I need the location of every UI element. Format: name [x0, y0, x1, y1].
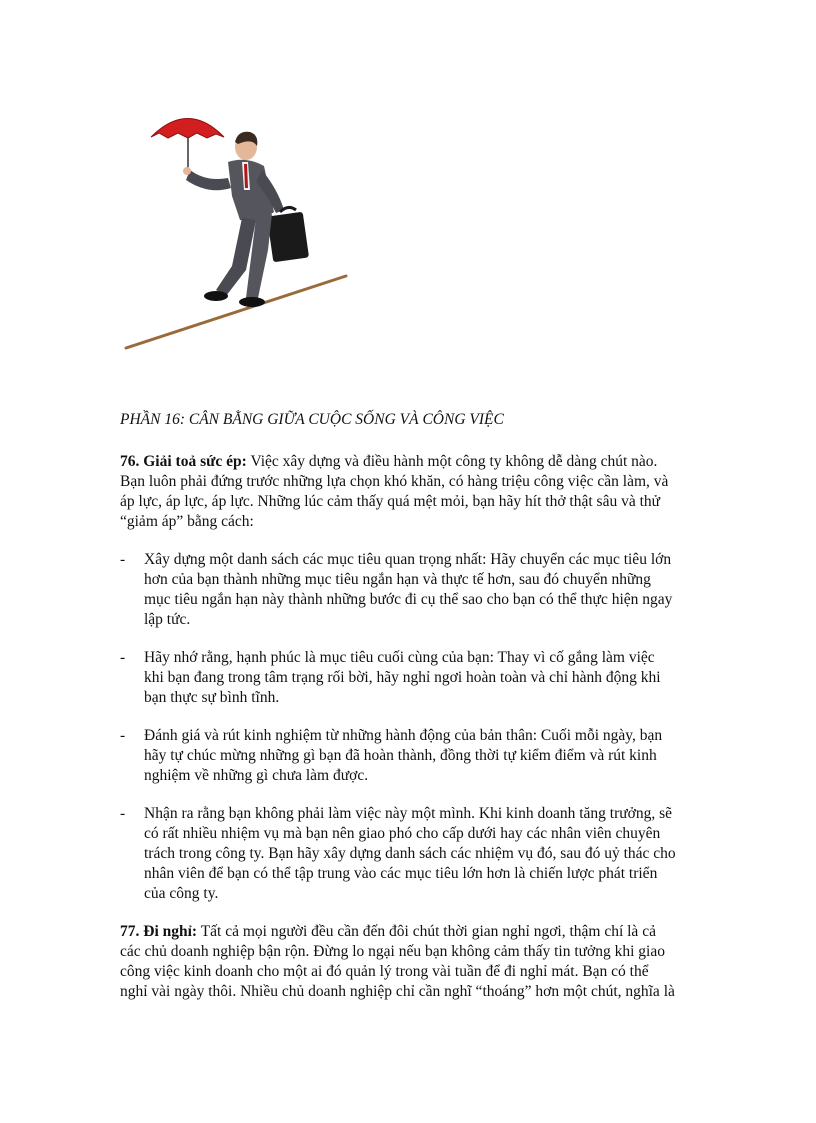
- bullet-line: Hãy nhớ rằng, hạnh phúc là mục tiêu cuối cùng của bạn: Thay vì cố gắng làm việc: [144, 649, 655, 666]
- item-76-line: Bạn luôn phải đứng trước những lựa chọn khó khăn, có hàng triệu công việc cần làm, và: [120, 473, 669, 490]
- bullet-item: [120, 648, 700, 708]
- bullet-line: lập tức.: [144, 611, 191, 628]
- bullet-line: có rất nhiều nhiệm vụ mà bạn nên giao phó cho cấp dưới hay các nhân viên chuyên: [144, 825, 661, 842]
- item-76-heading: 76. Giải toả sức ép:: [120, 453, 247, 470]
- section-title: PHẦN 16: CÂN BẰNG GIỮA CUỘC SỐNG VÀ CÔNG VIỆC: [120, 411, 504, 428]
- bullet-line: Nhận ra rằng bạn không phải làm việc này một mình. Khi kinh doanh tăng trưởng, sẽ: [144, 805, 672, 822]
- tightrope-businessman-illustration: [118, 100, 358, 382]
- bullet-text: [144, 804, 700, 904]
- item-77-heading: 77. Đi nghỉ:: [120, 923, 198, 940]
- bullet-line: nghiệm về những gì chưa làm được.: [144, 767, 369, 784]
- bullet-text: [144, 726, 700, 786]
- bullet-item: [120, 726, 700, 786]
- bullet-line: trách trong công ty. Bạn hãy xây dựng danh sách các nhiệm vụ đó, sau đó uỷ thác cho: [144, 845, 676, 862]
- item-76-line: Việc xây dựng và điều hành một công ty không dễ dàng chút nào.: [250, 453, 658, 470]
- bullet-item: [120, 804, 700, 904]
- bullet-line: bạn thực sự bình tĩnh.: [144, 689, 280, 706]
- bullet-dash: -: [120, 727, 126, 744]
- bullet-line: Đánh giá và rút kinh nghiệm từ những hành động của bản thân: Cuối mỗi ngày, bạn: [144, 727, 663, 744]
- item-77-line: nghỉ vài ngày thôi. Nhiều chủ doanh nghiệp chỉ cần nghĩ “thoáng” hơn một chút, nghĩa là: [120, 983, 675, 1000]
- item-77-line: công việc kinh doanh cho một ai đó quản lý trong vài tuần để đi nghỉ mát. Bạn có thể: [120, 963, 649, 980]
- item-76-line: “giảm áp” bằng cách:: [120, 513, 254, 530]
- bullet-line: của công ty.: [144, 885, 219, 902]
- item-77-line: Tất cả mọi người đều cần đến đôi chút thời gian nghỉ ngơi, thậm chí là cả: [200, 923, 656, 940]
- item-76-paragraph: [120, 452, 700, 532]
- bullet-line: nhân viên để bạn có thể tập trung vào các mục tiêu lớn hơn là chiến lược phát triển: [144, 865, 658, 882]
- bullet-line: khi bạn đang trong tâm trạng rối bời, hãy nghỉ ngơi hoàn toàn và chỉ hành động khi: [144, 669, 661, 686]
- bullet-text: [144, 550, 700, 630]
- item-77-paragraph: [120, 922, 700, 1002]
- bullet-dash: -: [120, 551, 126, 568]
- item-76-line: áp lực, áp lực, áp lực. Những lúc cảm thấy quá mệt mỏi, bạn hãy hít thở thật sâu và thử: [120, 493, 661, 510]
- bullet-dash: -: [120, 805, 126, 822]
- bullet-item: [120, 550, 700, 630]
- bullet-dash: -: [120, 649, 126, 666]
- bullet-line: hãy tự chúc mừng những gì bạn đã hoàn thành, đồng thời tự kiểm điểm và rút kinh: [144, 747, 657, 764]
- item-77-line: các chủ doanh nghiệp bận rộn. Đừng lo ngại nếu bạn không cảm thấy tin tưởng khi giao: [120, 943, 665, 960]
- bullet-line: mục tiêu ngắn hạn này thành những bước đi cụ thể sao cho bạn có thể thực hiện ngay: [144, 591, 673, 608]
- bullet-line: hơn của bạn thành những mục tiêu ngắn hạn và thực tế hơn, sau đó chuyển những: [144, 571, 651, 588]
- bullet-text: [144, 648, 700, 708]
- bullet-line: Xây dựng một danh sách các mục tiêu quan trọng nhất: Hãy chuyển các mục tiêu lớn: [144, 551, 672, 568]
